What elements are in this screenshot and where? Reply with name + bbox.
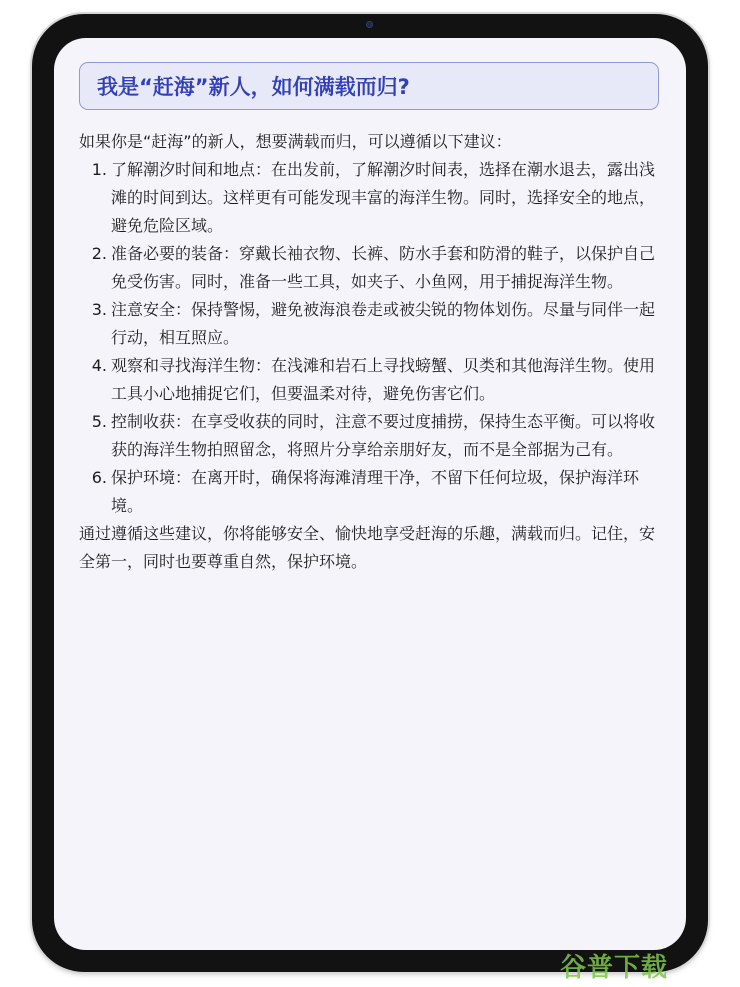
list-item-text: 控制收获：在享受收获的同时，注意不要过度捕捞，保持生态平衡。可以将收获的海洋生物拍照留念，将照片分享给亲朋好友，而不是全部据为己有。 <box>111 412 656 459</box>
tablet-frame <box>32 14 708 972</box>
list-item <box>79 296 665 352</box>
answer-conclusion: 通过遵循这些建议，你将能够安全、愉快地享受赶海的乐趣，满载而归。记住，安全第一，同时也要尊重自然，保护环境。 <box>79 524 656 571</box>
list-item <box>79 464 665 520</box>
list-item-text: 观察和寻找海洋生物：在浅滩和岩石上寻找螃蟹、贝类和其他海洋生物。使用工具小心地捕捉它们，但要温柔对待，避免伤害它们。 <box>111 356 656 403</box>
list-item-number: 5. <box>91 412 107 431</box>
list-item-text: 准备必要的装备：穿戴长袖衣物、长裤、防水手套和防滑的鞋子，以保护自己免受伤害。同时，准备一些工具，如夹子、小鱼网，用于捕捉海洋生物。 <box>111 244 656 291</box>
list-item-number: 1. <box>91 160 107 179</box>
list-item <box>79 240 665 296</box>
list-item-number: 2. <box>91 244 107 263</box>
watermark-logo: 谷普下载 <box>560 953 669 983</box>
question-title: 我是“赶海”新人，如何满载而归? <box>97 75 410 99</box>
list-item-text: 了解潮汐时间和地点：在出发前，了解潮汐时间表，选择在潮水退去，露出浅滩的时间到达。这样更有可能发现丰富的海洋生物。同时，选择安全的地点，避免危险区域。 <box>111 160 656 235</box>
answer-intro: 如果你是“赶海”的新人，想要满载而归，可以遵循以下建议： <box>79 132 512 151</box>
list-item-text: 注意安全：保持警惕，避免被海浪卷走或被尖锐的物体划伤。尽量与同伴一起行动，相互照应。 <box>111 300 656 347</box>
list-item <box>79 408 665 464</box>
tablet-screen[interactable] <box>54 38 686 950</box>
answer-content <box>79 128 665 576</box>
question-title-box <box>79 62 659 110</box>
list-item <box>79 156 665 240</box>
list-item <box>79 352 665 408</box>
tips-list <box>79 156 665 520</box>
list-item-number: 4. <box>91 356 107 375</box>
list-item-number: 6. <box>91 468 107 487</box>
front-camera-icon <box>366 21 373 28</box>
list-item-number: 3. <box>91 300 107 319</box>
list-item-text: 保护环境：在离开时，确保将海滩清理干净，不留下任何垃圾，保护海洋环境。 <box>111 468 640 515</box>
